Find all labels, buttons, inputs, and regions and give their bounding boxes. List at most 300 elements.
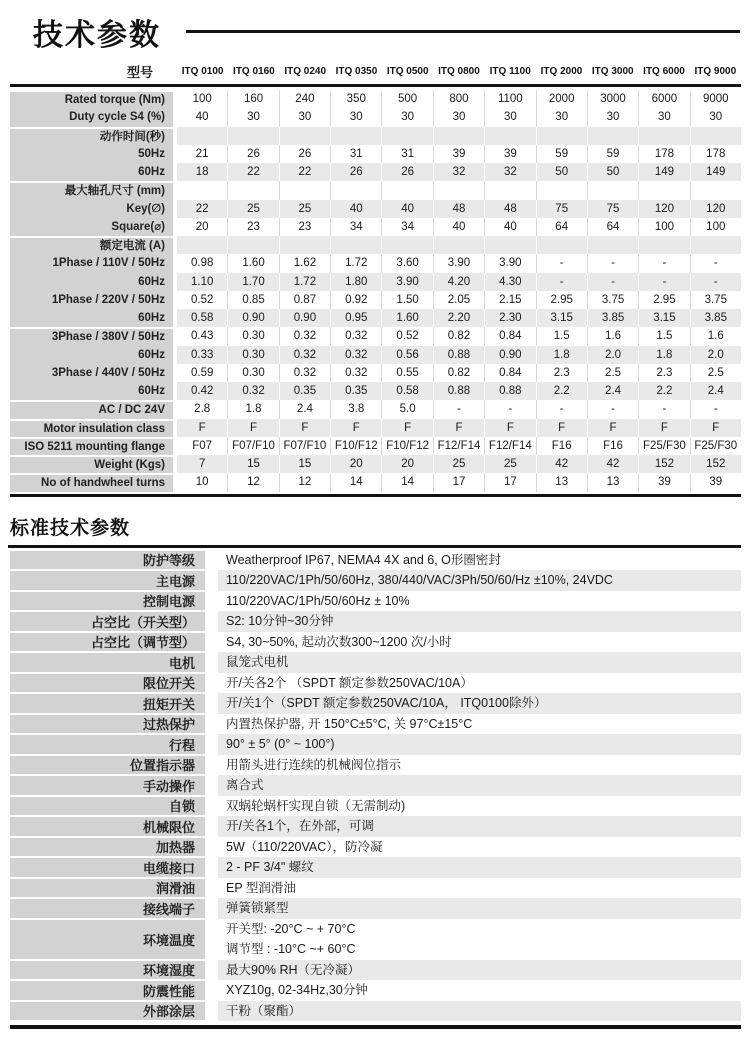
standard-row [10, 734, 741, 755]
spec-cell: 13 [536, 473, 587, 491]
spec-cell: 59 [536, 145, 587, 163]
spec-cell: 0.82 [433, 364, 484, 382]
spec-cell: 0.30 [227, 364, 278, 382]
spec-cell: 30 [381, 108, 432, 126]
spec-cell [484, 127, 535, 145]
standard-row [10, 570, 741, 591]
standard-row [10, 673, 741, 694]
spec-cell: 3.90 [381, 273, 432, 291]
spec-cell: 0.58 [177, 309, 227, 327]
spec-cell: F [587, 419, 638, 437]
spec-cell: 20 [195, 220, 209, 233]
model-name-cell: ITQ 0500 [386, 65, 429, 77]
spec-cell: F25/F30 [690, 437, 741, 455]
standard-row-label: 限位开关 [10, 673, 205, 694]
spec-cell: 30 [433, 108, 484, 126]
spec-row [10, 236, 741, 254]
spec-cell: 2.15 [484, 291, 535, 309]
spec-cell: 26 [227, 145, 278, 163]
spec-cell [279, 181, 330, 199]
spec-cell: 2.5 [587, 364, 638, 382]
spec-cell: F [638, 419, 689, 437]
standard-row-value [218, 714, 741, 735]
spec-row-label: 60Hz [10, 309, 173, 327]
standard-row-value [218, 632, 741, 653]
standard-row-label: 环境温度 [10, 919, 205, 960]
spec-cell [330, 127, 381, 145]
spec-cell: 0.43 [190, 330, 214, 343]
spec-row-label: 1Phase / 110V / 50Hz [10, 254, 173, 272]
spec-cell: 25 [279, 200, 330, 218]
spec-cell: 2.5 [690, 364, 741, 382]
spec-row-cells [177, 327, 741, 345]
spec-row-label: 最大轴孔尺寸 (mm) [10, 181, 173, 199]
standard-row-value-line: EP 型润滑油 [226, 880, 296, 895]
spec-cell: 0.88 [484, 382, 535, 400]
standard-row-label: 防护等级 [10, 550, 205, 571]
spec-cell: 0.88 [433, 382, 484, 400]
spec-cell: 50 [536, 163, 587, 181]
spec-cell: - [690, 400, 741, 418]
spec-cell [381, 236, 432, 254]
spec-cell: 14 [330, 473, 381, 491]
spec-cell: 0.32 [227, 382, 278, 400]
spec-cell: 0.88 [433, 346, 484, 364]
spec-cell: 10 [195, 476, 209, 489]
spec-cell: 40 [433, 218, 484, 236]
spec-row-label: No of handwheel turns [10, 473, 173, 491]
spec-cell: 15 [279, 455, 330, 473]
spec-cell: - [433, 400, 484, 418]
standard-row-value-line: 最大90% RH（无冷凝） [226, 962, 361, 977]
spec-cell: 240 [279, 90, 330, 108]
spec-cell: F10/F12 [330, 437, 381, 455]
spec-cell: 17 [433, 473, 484, 491]
standard-row-value-line: S2: 10分钟~30分钟 [226, 614, 334, 628]
spec-cell: 75 [536, 200, 587, 218]
spec-cell: 2.2 [638, 382, 689, 400]
spec-cell: F07/F10 [227, 437, 278, 455]
spec-cell: F [279, 419, 330, 437]
spec-cell: 50 [587, 163, 638, 181]
spec-cell: 1.62 [279, 254, 330, 272]
spec-cell [227, 127, 278, 145]
spec-cell: 120 [638, 200, 689, 218]
spec-cell: 3.8 [330, 400, 381, 418]
standard-row-value [218, 898, 741, 919]
model-name-cell: ITQ 0350 [335, 65, 378, 77]
spec-cell [279, 236, 330, 254]
standard-row-value [218, 591, 741, 612]
spec-cell: 32 [484, 163, 535, 181]
spec-table-body [10, 90, 741, 492]
spec-row-label: 3Phase / 380V / 50Hz [10, 327, 173, 345]
spec-cell: 6000 [638, 90, 689, 108]
spec-cell: 64 [587, 218, 638, 236]
spec-cell: 14 [381, 473, 432, 491]
spec-cell: 3.75 [587, 291, 638, 309]
spec-cell: 149 [690, 163, 741, 181]
spec-cell: F [227, 419, 278, 437]
spec-cell: 0.52 [381, 327, 432, 345]
spec-cell: 21 [195, 147, 209, 160]
spec-row-label: Motor insulation class [10, 419, 173, 437]
spec-cell: 13 [587, 473, 638, 491]
spec-cell: 26 [381, 163, 432, 181]
spec-cell: 2.0 [690, 346, 741, 364]
spec-cell: F25/F30 [638, 437, 689, 455]
spec-cell: 0.32 [330, 364, 381, 382]
spec-cell: F07 [192, 439, 213, 452]
spec-cell: 4.20 [433, 273, 484, 291]
spec-cell: - [587, 273, 638, 291]
standard-row-label: 主电源 [10, 570, 205, 591]
model-name-cell: ITQ 1100 [489, 65, 531, 77]
model-header-cells [177, 66, 741, 77]
spec-cell: 22 [279, 163, 330, 181]
standard-row [10, 919, 741, 960]
page-title: 技术参数 [33, 19, 161, 52]
spec-row [10, 163, 741, 181]
spec-cell: 120 [690, 200, 741, 218]
spec-cell [381, 181, 432, 199]
spec-cell: 0.55 [381, 364, 432, 382]
spec-row-cells [177, 419, 741, 437]
spec-cell: 2.8 [194, 403, 211, 416]
standard-row-value [218, 857, 741, 878]
spec-cell [484, 236, 535, 254]
standard-row-value [218, 693, 741, 714]
spec-table-top-rule [10, 84, 741, 87]
spec-row-cells [177, 218, 741, 236]
standard-row-value-line: 110/220VAC/1Ph/50/60Hz, 380/440/VAC/3Ph/50/60/Hz ±10%, 24VDC [226, 573, 613, 587]
standard-row-value-line: Weatherproof IP67, NEMA4 4X and 6, O形圈密封 [226, 552, 501, 567]
standard-row-value-line: S4, 30~50%, 起动次数300~1200 次/小时 [226, 634, 452, 649]
spec-cell: 1.10 [177, 273, 227, 291]
spec-cell: 30 [587, 108, 638, 126]
spec-cell: - [690, 273, 741, 291]
model-name-cell: ITQ 0800 [438, 65, 480, 77]
spec-cell: 7 [177, 455, 227, 473]
spec-cell [690, 236, 741, 254]
spec-cell: 26 [279, 145, 330, 163]
spec-cell: 25 [484, 455, 535, 473]
spec-row-cells [177, 145, 741, 163]
spec-row-label: 60Hz [10, 163, 173, 181]
spec-cell: 15 [227, 455, 278, 473]
spec-cell: 23 [279, 218, 330, 236]
standard-row [10, 857, 741, 878]
standard-row-value-line: 90° ± 5° (0° ~ 100°) [226, 737, 335, 751]
spec-cell [330, 236, 381, 254]
spec-cell: 12 [227, 473, 278, 491]
standard-row [10, 796, 741, 817]
spec-cell: 32 [433, 163, 484, 181]
spec-cell: F [381, 419, 432, 437]
standard-row-value [218, 878, 741, 899]
standard-row-value [218, 611, 741, 632]
spec-cell: - [536, 254, 587, 272]
spec-row [10, 273, 741, 291]
standard-row-value-line: 双蜗轮蜗杆实现自锁（无需制动) [226, 798, 406, 813]
spec-row-label: Weight (Kgs) [10, 455, 173, 473]
spec-cell: 39 [638, 473, 689, 491]
spec-cell: 2.95 [638, 291, 689, 309]
spec-cell: 0.52 [190, 293, 214, 306]
spec-cell: 1.8 [227, 400, 278, 418]
title-rule [186, 30, 740, 33]
spec-cell: 1.5 [638, 327, 689, 345]
spec-cell: 30 [227, 108, 278, 126]
spec-cell: 40 [381, 200, 432, 218]
standard-row-label: 环境湿度 [10, 960, 205, 981]
spec-cell: 3.85 [587, 309, 638, 327]
spec-cell: 350 [330, 90, 381, 108]
model-name-cell: ITQ 9000 [694, 65, 737, 77]
standard-row-value-line: 离合式 [226, 778, 264, 792]
spec-row [10, 309, 741, 327]
standard-row [10, 693, 741, 714]
spec-cell: F12/F14 [484, 437, 535, 455]
spec-cell [638, 181, 689, 199]
spec-row [10, 327, 741, 345]
spec-cell: 178 [690, 145, 741, 163]
spec-cell: 0.32 [279, 327, 330, 345]
spec-cell: 0.90 [279, 309, 330, 327]
spec-row-cells [177, 90, 741, 108]
spec-cell: 152 [638, 455, 689, 473]
spec-cell: - [484, 400, 535, 418]
spec-cell: 2.3 [638, 364, 689, 382]
spec-row-cells [177, 400, 741, 418]
spec-cell: 39 [690, 473, 741, 491]
spec-cell: 39 [433, 145, 484, 163]
spec-cell: 3.90 [484, 254, 535, 272]
standard-row [10, 714, 741, 735]
spec-row-label: 60Hz [10, 273, 173, 291]
spec-cell: 178 [638, 145, 689, 163]
standard-row [10, 755, 741, 776]
spec-row-cells [177, 254, 741, 272]
spec-cell: 30 [279, 108, 330, 126]
spec-cell [484, 181, 535, 199]
spec-cell: 0.87 [279, 291, 330, 309]
model-header-row [10, 58, 741, 84]
standard-row-label: 电机 [10, 652, 205, 673]
spec-cell: 30 [484, 108, 535, 126]
standard-row-label: 机械限位 [10, 816, 205, 837]
spec-row [10, 90, 741, 108]
spec-cell: 1.50 [381, 291, 432, 309]
spec-cell: 26 [330, 163, 381, 181]
spec-row-label: 动作时间(秒) [10, 127, 173, 145]
spec-cell: F [177, 419, 227, 437]
standard-row-value-line: XYZ10g, 02-34Hz,30分钟 [226, 983, 368, 997]
spec-cell: 0.90 [484, 346, 535, 364]
standard-row [10, 775, 741, 796]
standard-row-value-line: 弹簧锁紧型 [226, 901, 289, 915]
spec-cell: 3.90 [433, 254, 484, 272]
standard-row-label: 手动操作 [10, 775, 205, 796]
spec-cell [227, 236, 278, 254]
spec-row [10, 200, 741, 218]
spec-cell: 100 [690, 218, 741, 236]
spec-cell: 1.72 [330, 254, 381, 272]
spec-table [10, 58, 741, 497]
spec-cell: F [484, 419, 535, 437]
spec-cell: 17 [484, 473, 535, 491]
spec-cell [587, 181, 638, 199]
spec-row-cells [177, 309, 741, 327]
spec-cell: 75 [587, 200, 638, 218]
spec-cell: 0.58 [381, 382, 432, 400]
spec-row [10, 291, 741, 309]
spec-row [10, 382, 741, 400]
spec-cell: 48 [433, 200, 484, 218]
standard-row-value-line: 110/220VAC/1Ph/50/60Hz ± 10% [226, 593, 410, 608]
spec-cell [279, 127, 330, 145]
standard-row-label: 润滑油 [10, 878, 205, 899]
spec-row [10, 145, 741, 163]
standard-row-label: 自锁 [10, 796, 205, 817]
model-header-label: 型号 [126, 64, 153, 80]
spec-row-cells [177, 273, 741, 291]
spec-cell: F [536, 419, 587, 437]
spec-cell: 2.20 [433, 309, 484, 327]
spec-cell [587, 127, 638, 145]
standard-section-title: 标准技术参数 [10, 517, 131, 539]
spec-cell: 42 [536, 455, 587, 473]
standard-section-header [10, 511, 741, 545]
standard-row [10, 816, 741, 837]
standard-row-value [218, 1001, 741, 1022]
spec-cell [177, 181, 227, 199]
spec-cell: 2000 [536, 90, 587, 108]
spec-row-label: 50Hz [10, 145, 173, 163]
standard-row-value [218, 734, 741, 755]
standard-row-value-line: 调节型 : -10°C ~+ 60°C [226, 942, 356, 956]
spec-cell [330, 181, 381, 199]
standard-row-value [218, 919, 741, 960]
spec-cell: 0.30 [227, 346, 278, 364]
spec-row-cells [177, 200, 741, 218]
standard-row-label: 占空比（开关型） [10, 611, 205, 632]
spec-cell [536, 181, 587, 199]
spec-cell: 2.05 [433, 291, 484, 309]
spec-cell: 2.0 [587, 346, 638, 364]
spec-cell: 4.30 [484, 273, 535, 291]
standard-row-value [218, 837, 741, 858]
spec-cell: 12 [279, 473, 330, 491]
standard-row [10, 591, 741, 612]
standard-row-label: 占空比（调节型） [10, 632, 205, 653]
spec-cell: 0.32 [330, 346, 381, 364]
spec-row-label: Square(⌀) [10, 218, 173, 236]
spec-row [10, 473, 741, 491]
spec-cell [690, 181, 741, 199]
standard-row [10, 878, 741, 899]
spec-row-cells [177, 291, 741, 309]
model-name-cell: ITQ 0240 [284, 65, 327, 77]
spec-cell: 30 [690, 108, 741, 126]
model-name-cell: ITQ 6000 [643, 65, 685, 77]
standard-row [10, 550, 741, 571]
spec-cell: 1.70 [227, 273, 278, 291]
standard-row-value [218, 775, 741, 796]
spec-row-label: 额定电流 (A) [10, 236, 173, 254]
spec-row [10, 400, 741, 418]
standard-row-label: 扭矩开关 [10, 693, 205, 714]
spec-row-label: AC / DC 24V [10, 400, 173, 418]
standard-row-value [218, 816, 741, 837]
spec-row [10, 419, 741, 437]
spec-row-cells [177, 346, 741, 364]
spec-cell: 0.84 [484, 327, 535, 345]
spec-cell: 0.95 [330, 309, 381, 327]
spec-cell: 40 [330, 200, 381, 218]
spec-cell: 3000 [587, 90, 638, 108]
spec-cell: 25 [433, 455, 484, 473]
standard-row-value-line: 开关型: -20°C ~ + 70°C [226, 921, 356, 936]
spec-cell: 42 [587, 455, 638, 473]
spec-cell: 1.6 [690, 327, 741, 345]
standard-row [10, 1001, 741, 1022]
standard-row-label: 接线端子 [10, 898, 205, 919]
spec-cell: 0.85 [227, 291, 278, 309]
spec-cell: 2.95 [536, 291, 587, 309]
spec-row [10, 437, 741, 455]
spec-cell: 30 [536, 108, 587, 126]
spec-row [10, 455, 741, 473]
spec-table-bottom-rule [10, 494, 741, 497]
spec-row-label: Duty cycle S4 (%) [10, 108, 173, 126]
spec-cell: 152 [690, 455, 741, 473]
standard-row [10, 652, 741, 673]
spec-row-cells [177, 236, 741, 254]
spec-cell: - [536, 400, 587, 418]
spec-cell: 0.35 [330, 382, 381, 400]
standard-row-label: 位置指示器 [10, 755, 205, 776]
spec-cell: 18 [177, 163, 227, 181]
spec-cell: 40 [195, 111, 209, 124]
spec-cell: 23 [227, 218, 278, 236]
spec-cell: F [690, 419, 741, 437]
standard-table [10, 550, 741, 1030]
spec-cell: 0.82 [433, 327, 484, 345]
standard-row-value [218, 796, 741, 817]
spec-row-cells [177, 382, 741, 400]
spec-cell: 3.60 [381, 254, 432, 272]
spec-cell: 30 [638, 108, 689, 126]
spec-row-cells [177, 455, 741, 473]
spec-cell: 149 [638, 163, 689, 181]
spec-cell: 3.85 [690, 309, 741, 327]
standard-row-value [218, 980, 741, 1001]
spec-cell: F [433, 419, 484, 437]
spec-cell: 0.92 [330, 291, 381, 309]
spec-cell: 1.6 [587, 327, 638, 345]
spec-row-cells [177, 473, 741, 491]
standard-row-value-line: 5W（110/220VAC），防冷凝 [226, 839, 383, 854]
spec-row-cells [177, 127, 741, 145]
spec-cell: 0.56 [381, 346, 432, 364]
spec-cell: 0.32 [330, 327, 381, 345]
spec-cell: 1.60 [381, 309, 432, 327]
spec-cell: 0.90 [227, 309, 278, 327]
spec-row [10, 218, 741, 236]
spec-cell: - [638, 273, 689, 291]
spec-cell: 2.30 [484, 309, 535, 327]
